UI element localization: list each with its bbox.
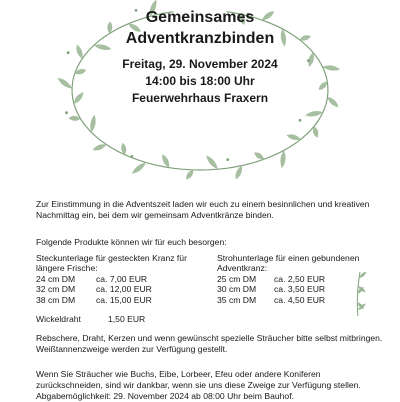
stroh-heading-line1: Strohunterlage für einen gebundenen — [217, 253, 360, 263]
steck-price: ca. 7,00 EUR — [96, 274, 148, 284]
stroh-size: 30 cm DM — [217, 284, 257, 294]
leaf-sprig-icon — [338, 268, 378, 318]
products-intro: Folgende Produkte können wir für euch besorgen: — [36, 237, 227, 247]
stroh-heading-line2: Adventkranz: — [217, 263, 268, 273]
wreath-leaf — [204, 154, 219, 171]
steck-price: ca. 12,00 EUR — [96, 284, 152, 294]
event-location: Feuerwehrhaus Fraxern — [131, 91, 269, 105]
wreath-leaf — [130, 161, 147, 176]
event-date: Freitag, 29. November 2024 — [122, 57, 278, 71]
shrubs-line3: Abgabemöglichkeit: 29. November 2024 ab 08:00 Uhr beim Bauhof. — [36, 391, 294, 401]
shrubs-line1: Wenn Sie Sträucher wie Buchs, Eibe, Lorbeer, Efeu oder andere Koniferen — [36, 369, 321, 379]
intro-line2: Nachmittag ein, bei dem wir gemeinsam Adventkränze binden. — [36, 210, 274, 220]
wreath-leaf — [89, 114, 97, 133]
materials-line2: Weißtannenzweige werden zur Verfügung gestellt. — [36, 344, 228, 354]
steck-size: 24 cm DM — [36, 274, 76, 284]
steck-size: 38 cm DM — [36, 295, 76, 305]
wreath-berry — [65, 111, 68, 114]
shrubs-line2: zurückschneiden, sind wir dankbar, wenn sie uns diese Zweige zur Verfügung stellen. — [36, 380, 361, 390]
wreath-berry — [131, 155, 134, 158]
steck-price: ca. 15,00 EUR — [96, 295, 152, 305]
stroh-price: ca. 2,50 EUR — [274, 274, 326, 284]
wreath-berry — [67, 51, 70, 54]
steck-heading-line2: längere Frische: — [36, 263, 98, 273]
steck-heading-line1: Steckunterlage für gesteckten Kranz für — [36, 253, 187, 263]
materials-line1: Rebschere, Draht, Kerzen und wenn gewünscht spezielle Sträucher bitte selbst mitbringen. — [36, 333, 383, 343]
wreath-berry — [299, 119, 302, 122]
wreath-berry — [226, 158, 229, 161]
intro-line1: Zur Einstimmung in die Adventszeit laden wir euch zu einem besinnlichen und kreativen — [36, 199, 370, 209]
event-time: 14:00 bis 18:00 Uhr — [145, 74, 255, 88]
event-title-line1: Gemeinsames — [145, 9, 255, 26]
stroh-size: 25 cm DM — [217, 274, 257, 284]
wreath-leaf — [279, 150, 286, 168]
wickeldraht-price: 1,50 EUR — [108, 314, 146, 324]
wickeldraht-label: Wickeldraht — [36, 314, 81, 324]
stroh-price: ca. 3,50 EUR — [274, 284, 326, 294]
steck-size: 32 cm DM — [36, 284, 76, 294]
stroh-price: ca. 4,50 EUR — [274, 295, 326, 305]
event-title-line2: Adventkranzbinden — [125, 30, 275, 47]
stroh-size: 35 cm DM — [217, 295, 257, 305]
